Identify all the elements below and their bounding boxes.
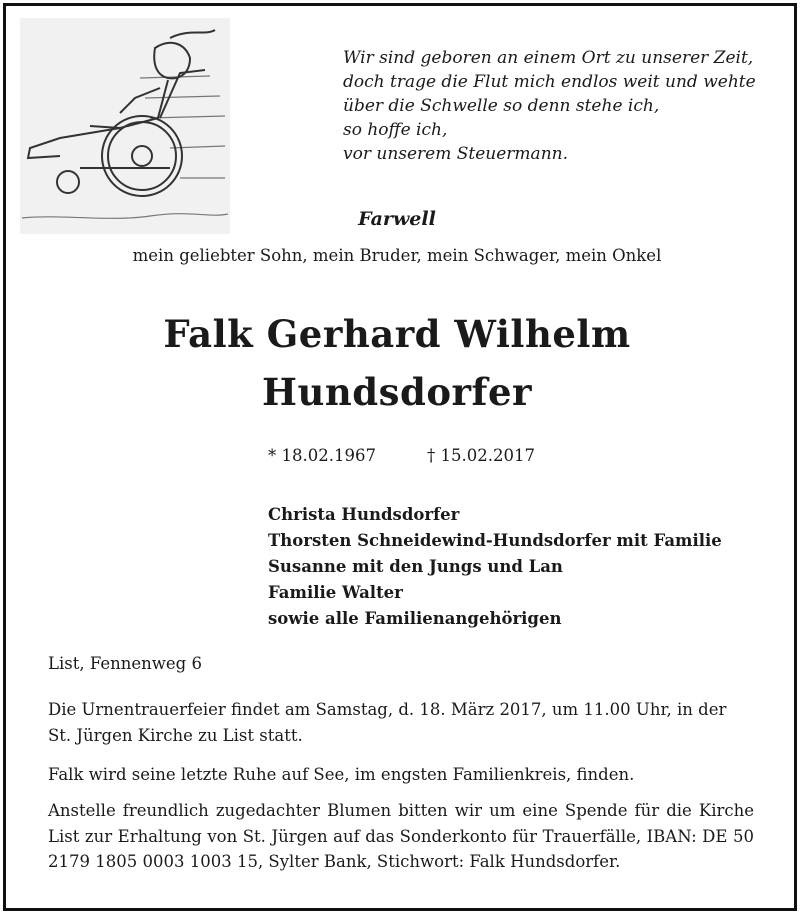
burial-paragraph: Falk wird seine letzte Ruhe auf See, im engsten Familienkreis, finden. <box>48 765 635 784</box>
poem-line: doch trage die Flut mich endlos weit und wehte <box>343 72 756 92</box>
deceased-name-line2: Hundsdorfer <box>262 370 532 414</box>
birth-date: * 18.02.1967 <box>268 446 376 465</box>
poem-line: so hoffe ich, <box>343 120 448 140</box>
mourner-name: Thorsten Schneidewind-Hundsdorfer mit Familie <box>268 531 722 550</box>
ceremony-paragraph: Die Urnentrauerfeier findet am Samstag, d. 18. März 2017, um 11.00 Uhr, in der St. Jürgen Kirche zu List statt. <box>48 700 727 745</box>
wheelchair-sketch-illustration <box>20 18 230 234</box>
poem-line: Wir sind geboren an einem Ort zu unserer Zeit, <box>343 48 754 68</box>
death-date: † 15.02.2017 <box>427 446 535 465</box>
poem <box>343 46 783 166</box>
mourner-name: Susanne mit den Jungs und Lan <box>268 557 563 576</box>
deceased-name-line1: Falk Gerhard Wilhelm <box>163 312 631 356</box>
address: List, Fennenweg 6 <box>48 654 202 673</box>
poem-line: vor unserem Steuermann. <box>343 144 568 164</box>
mourners-list <box>268 502 722 632</box>
donation-paragraph: Anstelle freundlich zugedachter Blumen bitten wir um eine Spende für die Kirche List zur Erhaltung von St. Jürgen auf das Sonderkonto für Trauerfälle, IBAN: DE 50 2179 1805 0003 1003 15, Sylter Bank, Stichwort: Falk Hundsdorfer. <box>48 801 754 871</box>
farewell-heading: Farwell <box>358 208 436 230</box>
mourner-name: sowie alle Familienangehörigen <box>268 609 562 628</box>
relation-line: mein geliebter Sohn, mein Bruder, mein Schwager, mein Onkel <box>132 246 662 265</box>
mourner-name: Familie Walter <box>268 583 403 602</box>
mourner-name: Christa Hundsdorfer <box>268 505 460 524</box>
poem-line: über die Schwelle so denn stehe ich, <box>343 96 660 116</box>
